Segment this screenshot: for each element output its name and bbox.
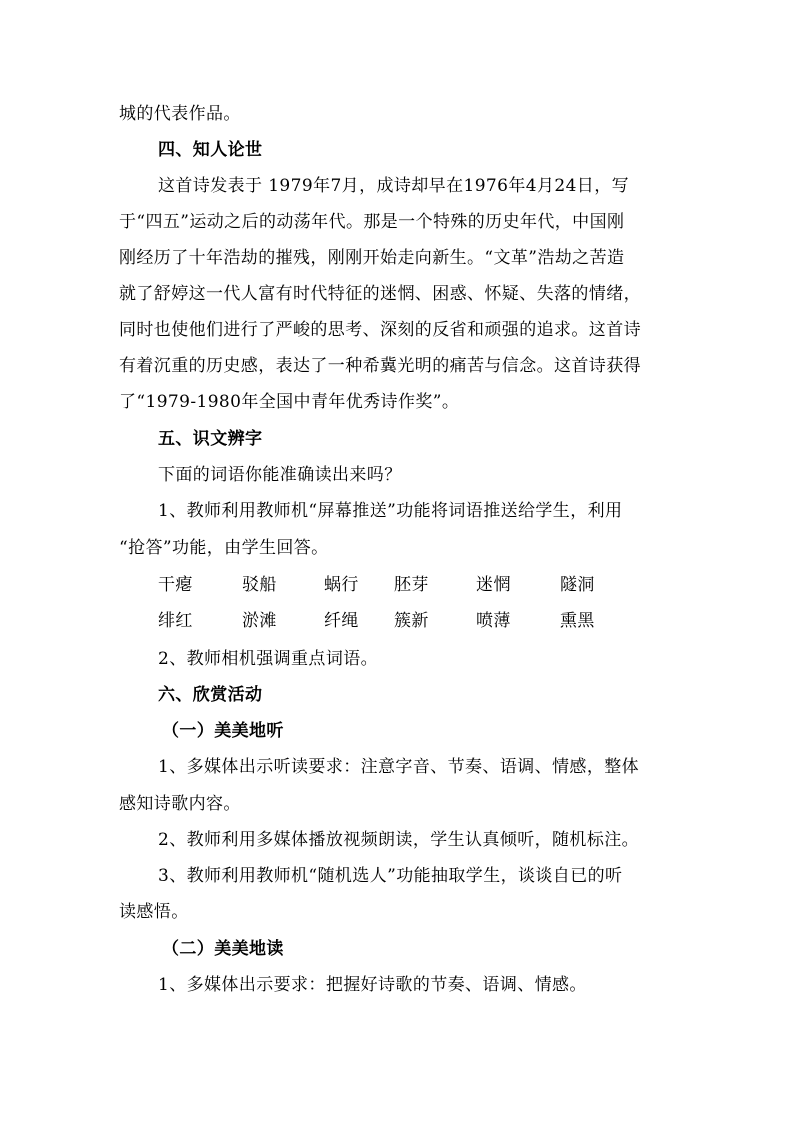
vocab-word: 淤滩 bbox=[242, 611, 277, 631]
vocab-word: 喷薄 bbox=[476, 611, 511, 631]
section5-step1: 1、教师利用教师机“屏幕推送”功能将词语推送给学生，利用 bbox=[158, 501, 623, 521]
sub1-item1: 1、多媒体出示听读要求：注意字音、节奏、语调、情感，整体 bbox=[158, 757, 640, 777]
section4-line: 刚经历了十年浩劫的摧残，刚刚开始走向新生。“文革”浩劫之苦造 bbox=[119, 248, 625, 268]
subsection-heading-2: （二）美美地读 bbox=[162, 939, 284, 959]
section5-step2: 2、教师相机强调重点词语。 bbox=[158, 649, 379, 669]
vocab-word: 簇新 bbox=[394, 611, 429, 631]
section4-line: 就了舒婷这一代人富有时代特征的迷惘、困惑、怀疑、失落的情绪， bbox=[119, 284, 641, 304]
subsection-heading-1: （一）美美地听 bbox=[162, 721, 284, 741]
vocab-word: 胚芽 bbox=[394, 575, 429, 595]
vocab-word: 隧洞 bbox=[560, 575, 595, 595]
sub1-item1-cont: 感知诗歌内容。 bbox=[119, 794, 241, 814]
vocab-word: 驳船 bbox=[242, 575, 277, 595]
sub1-item3: 3、教师利用教师机“随机选人”功能抽取学生，谈谈自已的听 bbox=[158, 866, 623, 886]
section4-line: 有着沉重的历史感，表达了一种希冀光明的痛苦与信念。这首诗获得 bbox=[119, 356, 641, 376]
section5-question: 下面的词语你能准确读出来吗？ bbox=[158, 465, 402, 485]
vocab-word: 迷惘 bbox=[476, 575, 511, 595]
sub1-item3-cont: 读感悟。 bbox=[119, 902, 189, 922]
paragraph-continuation: 城的代表作品。 bbox=[119, 104, 241, 124]
sub2-item1: 1、多媒体出示要求：把握好诗歌的节奏、语调、情感。 bbox=[158, 975, 587, 995]
section4-line: 了“1979-1980年全国中青年优秀诗作奖”。 bbox=[119, 392, 460, 412]
vocab-word: 绯红 bbox=[158, 611, 193, 631]
vocab-word: 纤绳 bbox=[324, 611, 359, 631]
vocab-word: 干瘪 bbox=[158, 575, 193, 595]
vocab-word: 蜗行 bbox=[324, 575, 359, 595]
sub1-item2: 2、教师利用多媒体播放视频朗读，学生认真倾听，随机标注。 bbox=[158, 830, 640, 850]
section-heading-6: 六、欣赏活动 bbox=[158, 685, 263, 705]
vocab-row-2 bbox=[158, 606, 638, 630]
section4-line: 同时也使他们进行了严峻的思考、深刻的反省和顽强的追求。这首诗 bbox=[119, 320, 641, 340]
section-heading-4: 四、知人论世 bbox=[158, 140, 263, 160]
section-heading-5: 五、识文辨字 bbox=[158, 429, 263, 449]
section4-line: 这首诗发表于 1979年7月，成诗却早在1976年4月24日，写 bbox=[158, 176, 629, 196]
section5-step1-cont: “抢答”功能，由学生回答。 bbox=[119, 538, 329, 558]
vocab-word: 熏黑 bbox=[560, 611, 595, 631]
vocab-row-1 bbox=[158, 570, 638, 594]
section4-line: 于“四五”运动之后的动荡年代。那是一个特殊的历史年代，中国刚 bbox=[119, 212, 625, 232]
